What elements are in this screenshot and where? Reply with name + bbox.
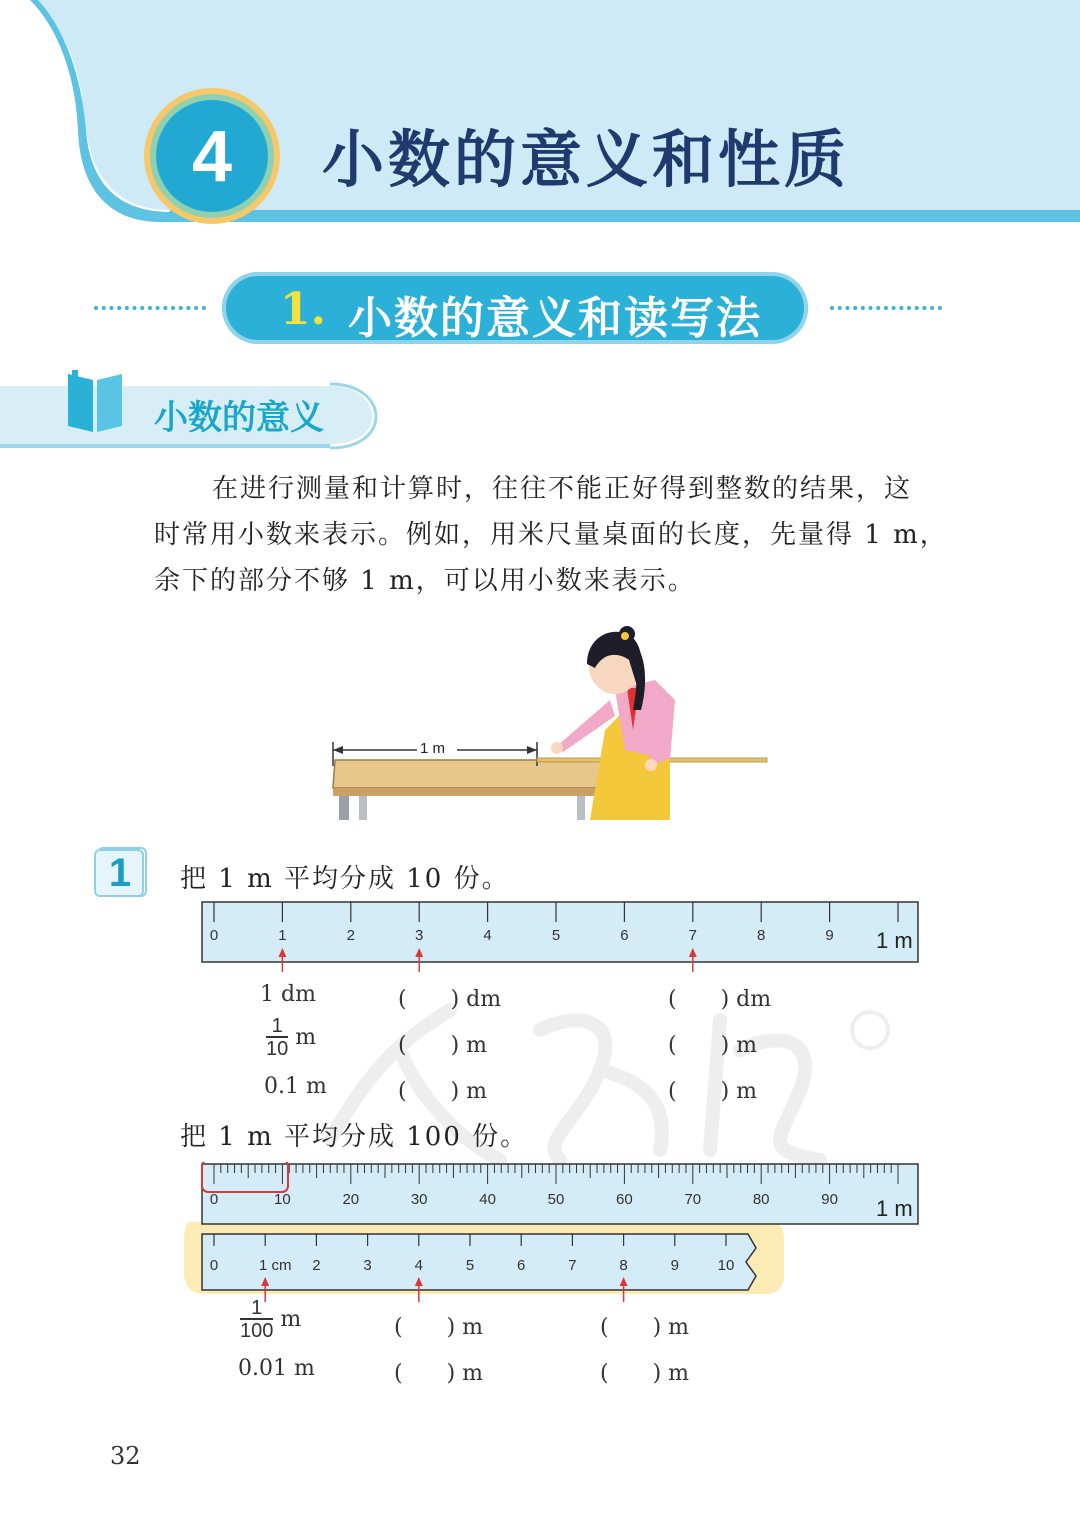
answer-5-2: ( ) m (394, 1361, 484, 1386)
section-divider-left (94, 306, 206, 310)
problem-number: 1 (108, 851, 132, 895)
subsection-title: 小数的意义 (154, 398, 324, 438)
answer-4-3: ( ) m (600, 1315, 690, 1340)
ruler1-tick-label: 8 (757, 927, 766, 944)
ruler1-end-label: 1 m (876, 928, 913, 953)
instruction-100-parts: 把 1 m 平均分成 100 份。 (180, 1122, 529, 1152)
ruler1-tick-label: 0 (209, 927, 219, 944)
answer-2-1-fraction: $\frac{1}{10}$ m (266, 1015, 317, 1060)
section-title: 小数的意义和读写法 (348, 293, 762, 344)
ruler2-tick-label: 50 (547, 1191, 565, 1208)
answer-3-3: ( ) m (668, 1079, 758, 1104)
answer-4-1-fraction: $\frac{1}{100}$ m (240, 1297, 302, 1342)
ruler2-tick-label: 40 (479, 1191, 496, 1208)
ruler-zoom-centimeters (200, 1232, 760, 1304)
ruler1-tick-label: 1 (278, 927, 287, 944)
ruler2-tick-label: 90 (821, 1191, 838, 1208)
ruler3-tick-label: 10 (717, 1257, 735, 1274)
answer-1-2: ( ) dm (398, 987, 502, 1012)
ruler2-tick-label: 0 (209, 1191, 219, 1208)
ruler2-tick-label: 20 (342, 1191, 360, 1208)
ruler2-end-label: 1 m (876, 1196, 913, 1221)
answer-2-3: ( ) m (668, 1033, 758, 1058)
girl-measuring-table-illustration (325, 620, 775, 820)
ruler1-tick-label: 3 (415, 927, 424, 944)
ruler3-tick-label: 1 cm (258, 1257, 292, 1274)
ruler3-tick-label: 7 (568, 1257, 577, 1274)
chapter-number: 4 (191, 117, 233, 197)
intro-line-1: 在进行测量和计算时，往往不能正好得到整数的结果，这 (212, 474, 913, 504)
chapter-title: 小数的意义和性质 (322, 123, 851, 196)
instruction-10-parts: 把 1 m 平均分成 10 份。 (180, 864, 510, 894)
ruler1-tick-label: 4 (483, 927, 492, 944)
measure-label: 1 m (420, 740, 446, 757)
answer-3-1: 0.1 m (264, 1074, 327, 1099)
answer-5-1: 0.01 m (238, 1356, 315, 1381)
ruler3-tick-label: 4 (414, 1257, 423, 1274)
ruler2-tick-label: 80 (752, 1191, 770, 1208)
ruler2-tick-label: 30 (410, 1191, 428, 1208)
answer-5-3: ( ) m (600, 1361, 690, 1386)
ruler1-tick-label: 2 (346, 927, 355, 944)
ruler2-tick-label: 60 (616, 1191, 633, 1208)
ruler1-tick-label: 5 (551, 927, 561, 944)
ruler3-tick-label: 2 (312, 1257, 321, 1274)
page-number: 32 (110, 1442, 141, 1470)
answer-1-3: ( ) dm (668, 987, 772, 1012)
ruler3-tick-label: 6 (517, 1257, 526, 1274)
answer-3-2: ( ) m (398, 1079, 488, 1104)
ruler3-tick-label: 5 (465, 1257, 475, 1274)
intro-line-3: 余下的部分不够 1 m，可以用小数来表示。 (154, 566, 696, 596)
book-icon (66, 368, 124, 434)
ruler2-tick-label: 10 (274, 1191, 291, 1208)
ruler-tenths (200, 900, 922, 974)
ruler3-tick-label: 8 (619, 1257, 628, 1274)
ruler-hundredths (200, 1162, 922, 1228)
ruler1-tick-label: 7 (688, 927, 697, 944)
section-divider-right (830, 306, 942, 310)
ruler3-tick-label: 9 (670, 1257, 679, 1274)
answer-2-2: ( ) m (398, 1033, 488, 1058)
ruler3-tick-label: 3 (363, 1257, 372, 1274)
intro-line-2: 时常用小数来表示。例如，用米尺量桌面的长度，先量得 1 m， (154, 520, 948, 550)
ruler1-tick-label: 6 (620, 927, 629, 944)
answer-4-2: ( ) m (394, 1315, 484, 1340)
ruler2-tick-label: 70 (684, 1191, 702, 1208)
section-number: 1. (280, 284, 326, 335)
ruler1-tick-label: 9 (825, 927, 834, 944)
answer-1-1: 1 dm (260, 982, 316, 1007)
ruler3-tick-label: 0 (209, 1257, 219, 1274)
